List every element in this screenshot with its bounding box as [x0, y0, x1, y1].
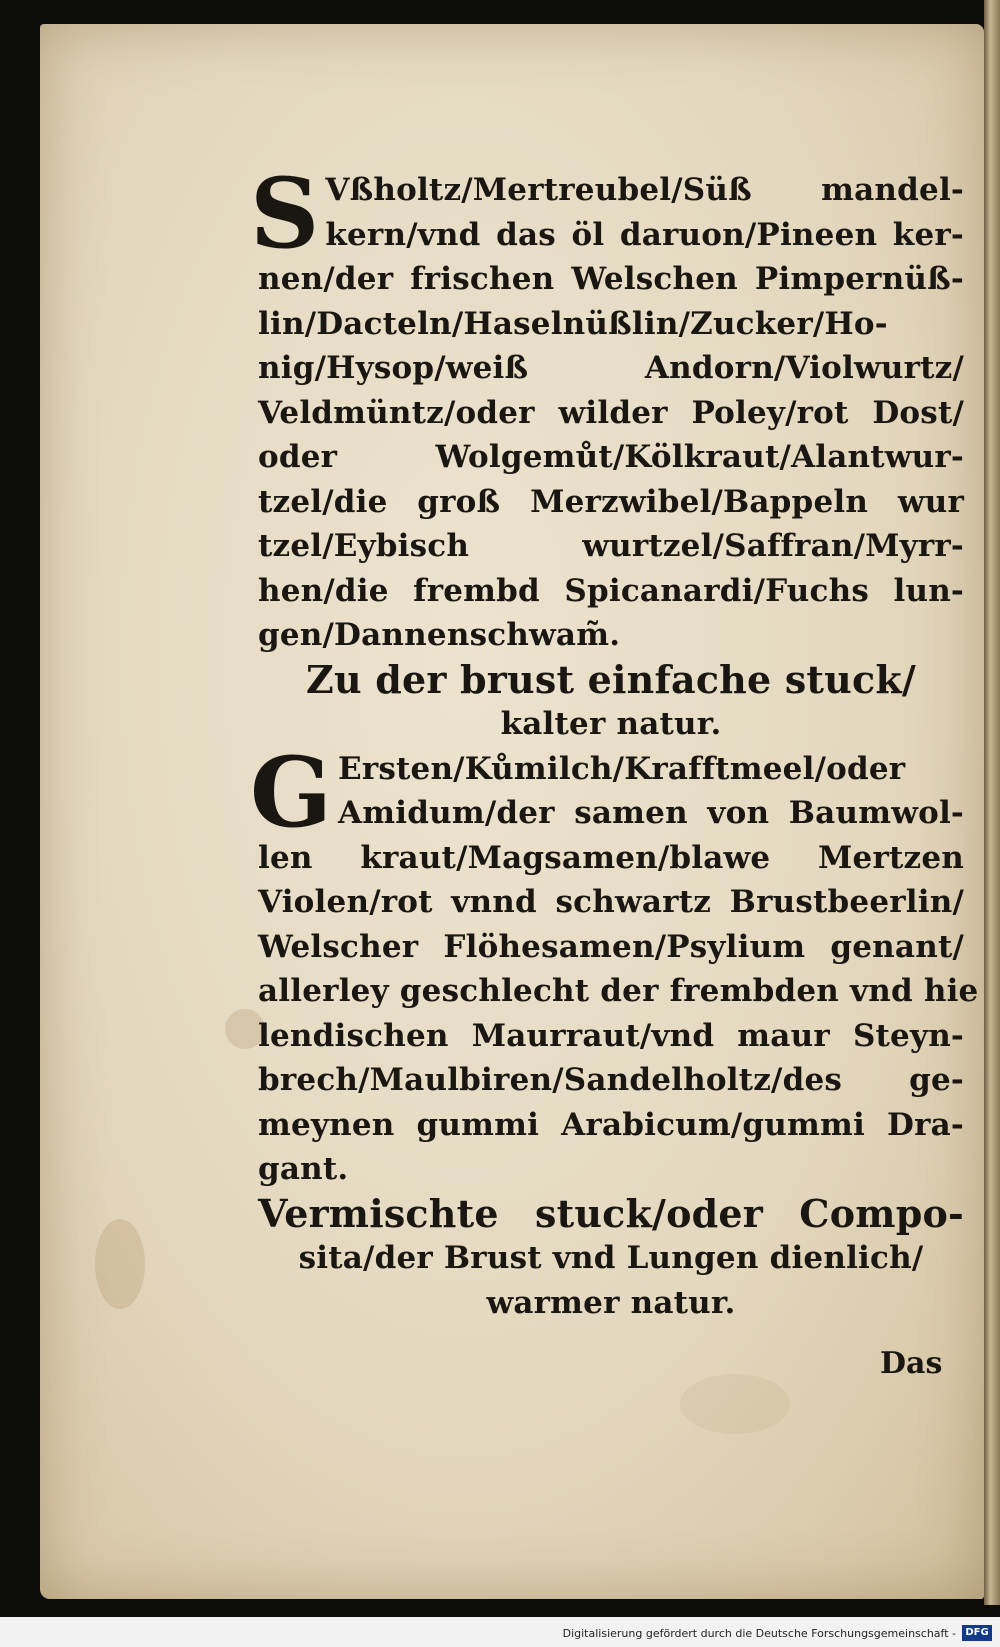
- text-line: nig/Hysop/weiß Andorn/Violwurtz/: [258, 350, 964, 386]
- catchword: Das: [880, 1346, 943, 1381]
- page-stain: [95, 1219, 145, 1309]
- footer-bar: [0, 1617, 1000, 1647]
- text-line: kern/vnd das öl daruon/Pineen ker-: [325, 216, 964, 253]
- heading-line: sita/der Brust vnd Lungen dienlich/: [298, 1240, 924, 1276]
- text-line: nen/der frischen Welschen Pimpernüß-: [258, 261, 964, 297]
- heading-line: Vermischte stuck/oder Compo-: [258, 1190, 964, 1236]
- heading-line: warmer natur.: [486, 1284, 736, 1321]
- heading-line: Zu der brust einfache stuck/: [306, 656, 916, 702]
- paragraph-1: [250, 157, 964, 658]
- text-line: Amidum/der samen von Baumwol-: [337, 795, 964, 831]
- text-line: gen/Dannenschwam̃.: [258, 617, 621, 653]
- text-line: Veldmüntz/oder wilder Poley/rot Dost/: [258, 394, 964, 431]
- text-line: Vßholtz/Mertreubel/Süß mandel-: [325, 172, 964, 208]
- text-line: lendischen Maurraut/vnd maur Steyn-: [258, 1017, 964, 1054]
- initial-letter: S: [250, 157, 320, 270]
- heading-1: [258, 658, 964, 747]
- text-line: Welscher Flöhesamen/Psylium genant/: [258, 928, 964, 965]
- heading-line: kalter natur.: [500, 706, 722, 742]
- text-line: meynen gummi Arabicum/gummi Dra-: [258, 1106, 964, 1143]
- text-line: Ersten/Kůmilch/Krafftmeel/oder: [337, 750, 906, 787]
- text-block: [250, 157, 979, 1325]
- funding-note: Digitalisierung gefördert durch die Deutsche Forschungsgemeinschaft -: [562, 1627, 956, 1640]
- text-line: tzel/Eybisch wurtzel/Saffran/Myrr-: [258, 528, 964, 564]
- book-edge: [984, 0, 1000, 1605]
- text-line: len kraut/Magsamen/blawe Mertzen: [258, 839, 964, 876]
- text-line: Violen/rot vnnd schwartz Brustbeerlin/: [258, 884, 964, 920]
- text-line: lin/Dacteln/Haselnüßlin/Zucker/Ho-: [258, 305, 888, 342]
- text-line: brech/Maulbiren/Sandelholtz/des ge-: [258, 1062, 964, 1098]
- dfg-logo: DFG: [962, 1625, 992, 1641]
- page-stain: [680, 1374, 790, 1434]
- text-line: gant.: [258, 1151, 349, 1187]
- text-line: hen/die frembd Spicanardi/Fuchs lun-: [258, 572, 964, 609]
- text-line: allerley geschlecht der frembden vnd hie: [258, 973, 979, 1009]
- initial-letter: G: [250, 735, 332, 849]
- heading-2: [258, 1192, 964, 1326]
- text-line: oder Wolgemůt/Kölkraut/Alantwur-: [258, 439, 964, 475]
- paragraph-2: [250, 735, 979, 1192]
- text-line: tzel/die groß Merzwibel/Bappeln wur: [258, 483, 964, 520]
